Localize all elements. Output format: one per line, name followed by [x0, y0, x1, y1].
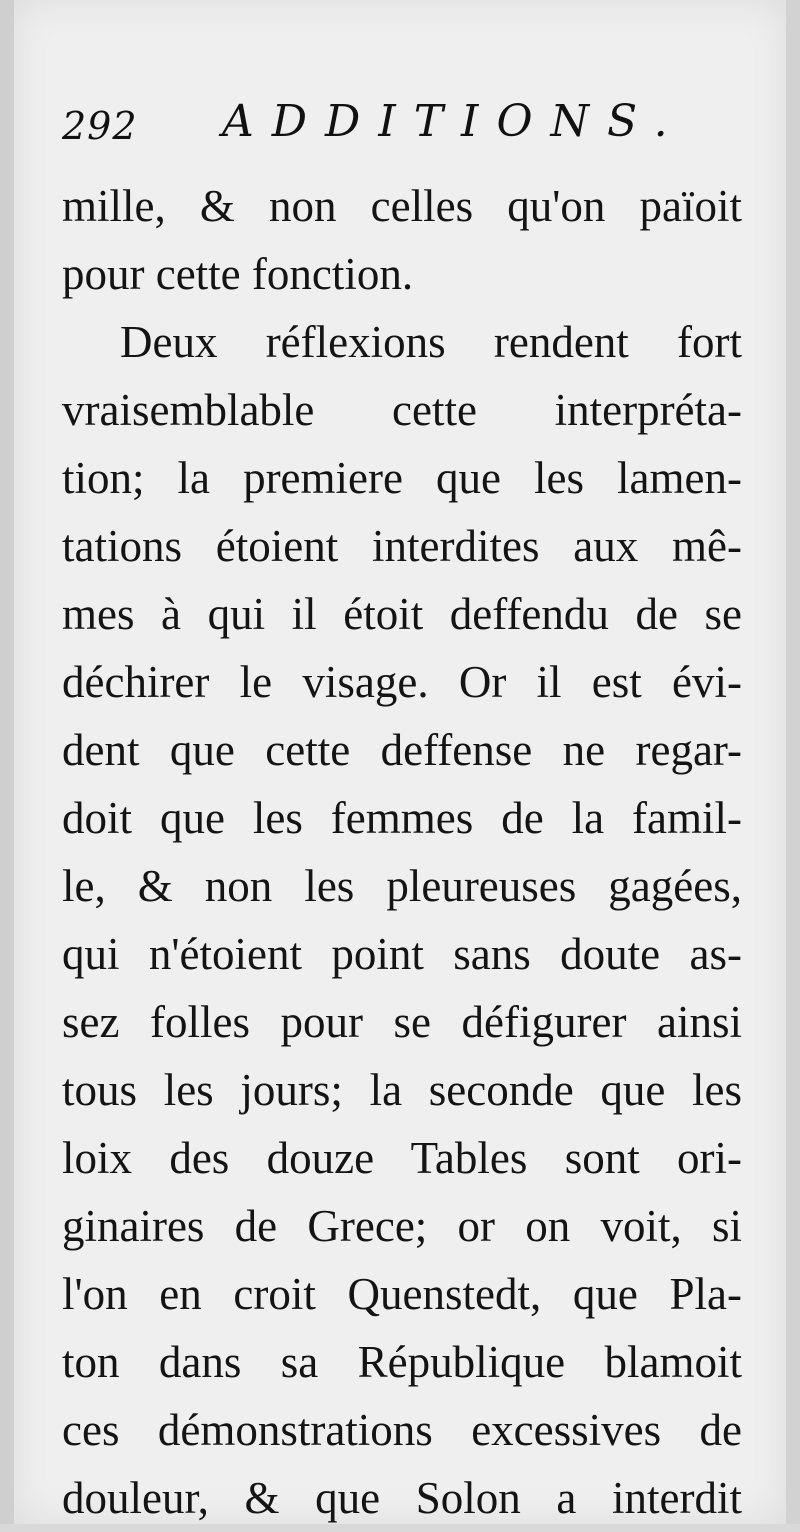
- text-line: dent que cette deffense ne regar-: [62, 725, 742, 775]
- text-line: sez folles pour se défigurer ainsi: [62, 997, 742, 1047]
- text-line: le, & non les pleureuses gagées,: [62, 861, 742, 911]
- body-text: [62, 172, 742, 1532]
- text-line: ginaires de Grece; or on voit, si: [62, 1201, 742, 1251]
- text-line: douleur, & que Solon a interdit: [62, 1473, 742, 1523]
- right-gutter: [786, 0, 800, 1524]
- running-title: ADDITIONS.: [222, 96, 686, 147]
- text-line: vraisemblable cette interpréta-: [62, 385, 742, 435]
- paragraph-start-line: Deux réflexions rendent fort: [120, 317, 742, 367]
- running-head: [62, 96, 686, 156]
- page-number: 292: [62, 104, 138, 148]
- text-line: mille, & non celles qu'on païoit: [62, 181, 742, 231]
- text-line: qui n'étoient point sans doute as-: [62, 929, 742, 979]
- text-line: tations étoient interdites aux mê-: [62, 521, 742, 571]
- text-line: tous les jours; la seconde que les: [62, 1065, 742, 1115]
- text-line: mes à qui il étoit deffendu de se: [62, 589, 742, 639]
- text-line: l'on en croit Quenstedt, que Pla-: [62, 1269, 742, 1319]
- text-line: pour cette fonction.: [62, 249, 414, 299]
- text-line: ces démonstrations excessives de: [62, 1405, 742, 1455]
- text-line: tion; la premiere que les lamen-: [62, 453, 742, 503]
- text-line: ton dans sa République blamoit: [62, 1337, 742, 1387]
- text-line: loix des douze Tables sont ori-: [62, 1133, 742, 1183]
- left-gutter: [0, 0, 14, 1524]
- text-line: doit que les femmes de la famil-: [62, 793, 742, 843]
- text-line: déchirer le visage. Or il est évi-: [62, 657, 742, 707]
